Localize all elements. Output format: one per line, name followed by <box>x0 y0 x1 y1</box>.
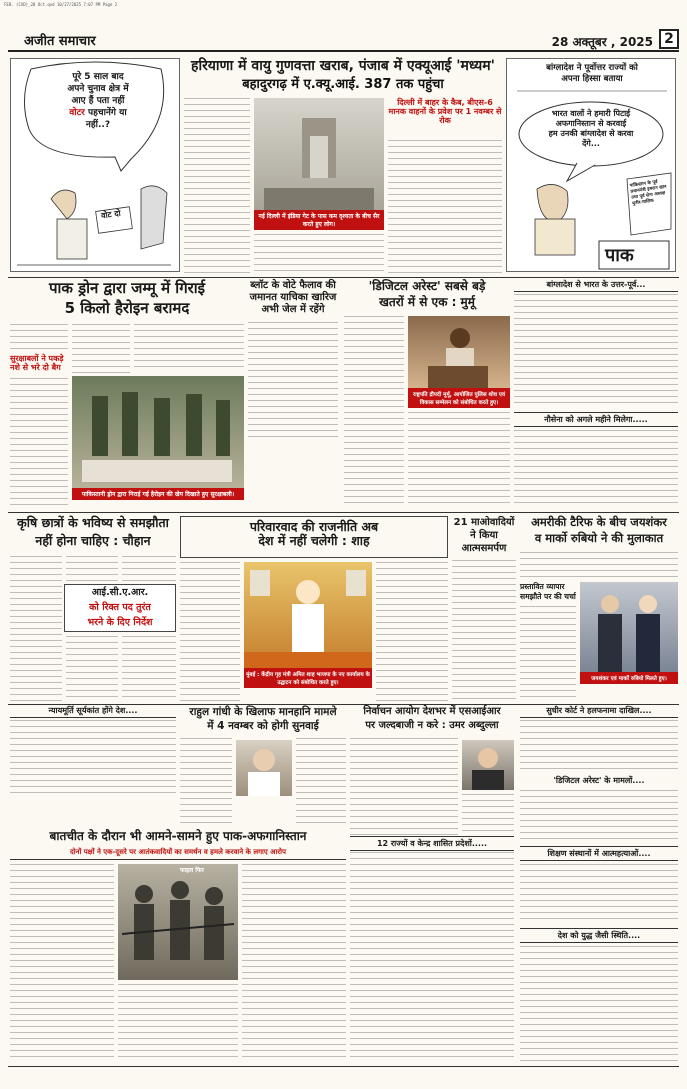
cartoon-left-sign: वोट दो <box>100 208 122 221</box>
headline: देश में नहीं चलेगी : शाह <box>258 533 370 549</box>
headline <box>248 280 338 316</box>
article-digital-arrest <box>344 280 510 508</box>
speech-line: अफगानिस्तान से करवाई <box>555 119 627 128</box>
headline: सुधीर कोर्ट ने हलफनामा दाखिल.... <box>520 706 678 718</box>
headline: 5 किलो हैरोइन बरामद <box>64 299 190 317</box>
article-pak-afghan <box>10 830 346 1062</box>
body-text <box>66 636 118 702</box>
headline: अमरीकी टैरिफ के बीच जयशंकर <box>531 515 667 529</box>
cartoon-right-label: पाक <box>605 245 634 266</box>
body-text <box>388 140 502 274</box>
side-headline: दिल्ली में बाहर के कैब, बीएस-6 मानक वाहनों के प्रवेश पर 1 नवम्बर से रोक <box>388 98 502 126</box>
photo-drone-seizure <box>72 376 244 488</box>
headline: नौसेना को अगले महीने मिलेगा..... <box>514 412 678 427</box>
headline: कृषि छात्रों के भविष्य से समझौता <box>17 515 169 530</box>
body-text <box>520 946 678 1062</box>
side-head <box>520 582 576 602</box>
body-text <box>520 864 678 924</box>
side-line: प्रस्तावित व्यापार <box>520 582 565 591</box>
photo-caption: जयशंकर एवं मार्को रुबियो मिलते हुए। <box>580 672 678 684</box>
headline-line: 21 माओवादियों <box>453 517 515 528</box>
headline: 12 राज्यों व केन्द्र शासित प्रदेशों..... <box>350 836 514 851</box>
cartoon-right-sign: पाकिस्तान के पूर्व प्रधानमंत्री इमरान खान तथा पूर्व सेना अध्यक्ष मुनीर-मालिक <box>629 180 667 207</box>
box-line: भरने के दिए निर्देश <box>87 617 153 628</box>
body-text <box>520 606 576 702</box>
body-text <box>122 636 176 702</box>
photo-caption: पाकिस्तानी ड्रोन द्वारा गिराई गई हैरोइन की खेप दिखाते हुए सुरक्षाबली। <box>72 488 244 500</box>
headline: शिक्षण संस्थानों में आत्महत्याओं.... <box>520 846 678 861</box>
headline-box <box>180 516 448 558</box>
body-text <box>122 556 176 582</box>
cartoon-right-speech <box>523 109 659 149</box>
headline-line: ने किया <box>470 530 498 541</box>
cartoon-right <box>506 58 676 272</box>
headline: नहीं होना चाहिए : चौहान <box>35 533 151 548</box>
headline: पाक ड्रोन द्वारा जम्मू में गिराई <box>48 279 206 297</box>
headline: में 4 नवम्बर को होगी सुनवाई <box>207 720 319 732</box>
box-line: को रिक्त पद तुरंत <box>89 602 151 613</box>
body-text <box>408 412 510 508</box>
photo-murmu <box>408 316 510 388</box>
body-text <box>180 562 240 702</box>
body-text <box>10 556 62 702</box>
issue-date: 28 अक्तूबर , 2025 <box>551 35 653 49</box>
headline-line: आत्मसमर्पण <box>461 543 507 554</box>
headline: खतरों में से एक : मुर्मू <box>379 295 475 309</box>
body-text <box>134 324 244 372</box>
handshake-icon <box>580 582 678 672</box>
body-text <box>452 560 516 702</box>
box-line: आई.सी.ए.आर. <box>91 587 149 598</box>
article-haryana <box>184 58 502 274</box>
photo-caption: मुंबई : केंद्रीय गृह मंत्री अमित शाह भाजपा के नए कार्यालय के उद्घाटन को संबोधित करते हुए। <box>244 668 372 688</box>
bubble-line: अपने चुनाव क्षेत्र में <box>67 84 129 94</box>
body-text <box>376 562 448 702</box>
headline: राहुल गांधी के खिलाफ मानहानि मामले <box>189 706 337 718</box>
photo-file <box>118 864 238 980</box>
print-slug: FEB. (CXD)_28 Oct.qxd 10/27/2025 7:07 PM Page 2 <box>4 2 118 7</box>
headline: पर जल्दबाजी न करे : उमर अब्दुल्ला <box>365 720 499 731</box>
headline: बातचीत के दौरान भी आमने-सामने हुए पाक-अफगानिस्तान <box>49 829 307 843</box>
bubble-line: नहीं..? <box>85 120 111 130</box>
headline-line: अभी जेल में रहेंगे <box>261 304 325 315</box>
bubble-highlight: वोटर <box>69 108 85 118</box>
body-text <box>66 556 118 582</box>
highlight-box <box>64 584 176 632</box>
photo-india-gate <box>254 98 384 210</box>
body-text <box>514 430 678 508</box>
body-text <box>296 738 346 826</box>
article-sir <box>350 706 514 836</box>
divider <box>8 512 679 513</box>
article-agriculture <box>10 516 176 702</box>
body-text <box>350 738 458 836</box>
cartoon-left <box>10 58 180 272</box>
body-text <box>118 984 238 1062</box>
soldiers-icon <box>72 376 244 488</box>
photo-rahul <box>236 740 292 796</box>
bubble-line: आए हैं पता नहीं <box>71 96 125 106</box>
side-line: नशे से भरे दो बैग <box>10 363 61 373</box>
headline: न्यायमूर्ति सूर्यकांत होंगे देश.... <box>10 706 176 718</box>
body-text <box>10 864 114 1062</box>
headline: 'डिजिटल अरेस्ट' के मामलों.... <box>553 776 645 785</box>
bubble-line: पूरे 5 साल बाद <box>72 72 124 82</box>
subheadline: बहादुरगढ़ में ए.क्यू.आई. 387 तक पहुंचा <box>242 77 444 92</box>
headline: हरियाणा में वायु गुणवत्ता खराब, पंजाब में एक्यूआई 'मध्यम' <box>191 58 495 74</box>
body-text <box>10 324 68 352</box>
fighters-icon <box>118 864 238 980</box>
divider <box>8 1066 679 1067</box>
photo-label: फाइल फिर <box>180 867 204 874</box>
speech-line: देंगे... <box>582 139 600 148</box>
article-drone <box>10 280 244 508</box>
body-text <box>520 720 678 772</box>
body-text <box>520 790 678 842</box>
body-text <box>248 322 338 440</box>
article-bangladesh-cont <box>514 280 678 508</box>
body-text <box>350 852 514 1062</box>
body-text <box>180 738 232 826</box>
article-states <box>350 836 514 1062</box>
cartoon-left-bubble <box>35 71 161 131</box>
headline: परिवारवाद की राजनीति अब <box>249 519 379 534</box>
headline: बांग्लादेश से भारत के उत्तर-पूर्व... <box>514 280 678 292</box>
headline: देश को युद्ध जैसी स्थिति.... <box>520 928 678 943</box>
headline: निर्वाचन आयोग देशभर में एसआईआर <box>363 706 501 717</box>
photo-jaishankar-rubio <box>580 582 678 672</box>
speaker-icon <box>408 316 510 388</box>
headline: व मार्को रुबियो ने की मुलाकात <box>534 531 664 545</box>
bubble-line: पहचानेंगे या <box>88 108 127 118</box>
side-line: समझौते पर की चर्चा <box>520 592 576 601</box>
side-head <box>10 354 70 372</box>
photo-caption: नई दिल्ली में इंडिया गेट के पास कम दृश्यता के बीच सैर करते हुए लोग। <box>254 210 384 230</box>
body-text <box>10 378 68 508</box>
page-number: 2 <box>659 29 679 49</box>
headline-line: जमानत याचिका खारिज <box>249 292 337 303</box>
newspaper-name: अजीत समाचार <box>24 34 96 49</box>
photo-caption: राष्ट्रपति द्रौपदी मुर्मू, आयोजित पुलिस शोध एवं विकास सम्मेलन को संबोधित करते हुए। <box>408 388 510 408</box>
article-shah <box>180 516 448 702</box>
photo-shah <box>244 562 372 668</box>
body-text <box>462 794 514 836</box>
photo-omar <box>462 740 514 790</box>
portrait-icon <box>462 740 514 790</box>
portrait-icon <box>236 740 292 796</box>
india-gate-icon <box>254 98 384 210</box>
title-line: बांग्लादेश ने पूर्वोत्तर राज्यों को <box>546 63 638 73</box>
body-text <box>10 720 176 794</box>
article-court <box>10 706 176 794</box>
headline <box>452 516 516 555</box>
article-bail <box>248 280 338 440</box>
headline: 'डिजिटल अरेस्ट' सबसे बड़े <box>368 279 486 293</box>
body-text <box>184 98 250 274</box>
divider <box>8 704 679 705</box>
article-right-column <box>520 706 678 1062</box>
divider <box>8 277 679 278</box>
body-text <box>514 294 678 406</box>
body-text <box>344 316 404 508</box>
body-text <box>242 864 346 1062</box>
title-line: अपना हिस्सा बताया <box>561 74 623 84</box>
body-text <box>254 234 384 274</box>
speech-line: भारत वालों ने हमारी पिटाई <box>551 109 631 118</box>
rally-icon <box>244 562 372 668</box>
speech-line: हम उनकी बांग्लादेश से करवा <box>548 129 634 138</box>
cartoon-right-drawing <box>507 59 675 271</box>
article-rahul <box>180 706 346 826</box>
side-line: सुरक्षाबलों ने पकड़े <box>10 354 64 363</box>
headline-line: ब्लॉट के वोटे फैलाव की <box>250 280 336 291</box>
article-maoist <box>452 516 516 702</box>
article-tariff <box>520 516 678 702</box>
body-text <box>520 552 678 580</box>
masthead <box>8 28 679 52</box>
subheadline: दोनों पक्षों ने एक-दूसरे पर आतंकवादियों का समर्थन व हमले करवाने के लगाए आरोप <box>10 848 346 860</box>
